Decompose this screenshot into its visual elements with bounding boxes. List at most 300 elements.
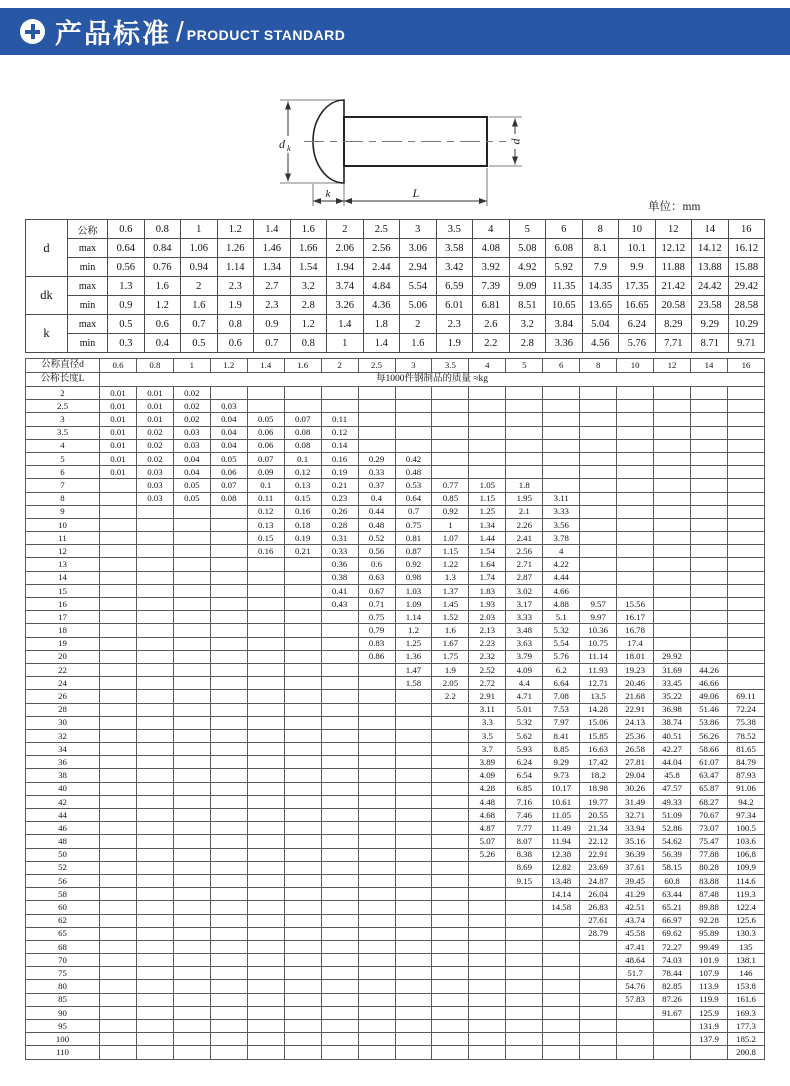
weight-value-cell — [173, 611, 210, 624]
weight-value-cell — [136, 1020, 173, 1033]
dimension-value-cell: 1.8 — [363, 315, 400, 334]
weight-value-cell — [543, 413, 580, 426]
weight-value-cell: 0.79 — [358, 624, 395, 637]
weight-value-cell — [136, 703, 173, 716]
weight-value-cell — [321, 1006, 358, 1019]
weight-value-cell: 0.03 — [210, 400, 247, 413]
weight-value-cell: 19.77 — [580, 795, 617, 808]
weight-value-cell — [210, 861, 247, 874]
weight-value-cell — [210, 993, 247, 1006]
weight-value-cell — [100, 716, 137, 729]
weight-value-cell — [136, 584, 173, 597]
weight-table-row — [26, 650, 765, 663]
weight-value-cell — [173, 624, 210, 637]
weight-value-cell — [247, 1046, 284, 1059]
weight-value-cell — [395, 426, 432, 439]
weight-value-cell: 0.92 — [395, 558, 432, 571]
weight-value-cell — [284, 980, 321, 993]
weight-value-cell — [284, 558, 321, 571]
weight-value-cell: 39.45 — [617, 874, 654, 887]
diameter-corner-header: 公称直径d — [26, 359, 100, 373]
diameter-column-header: 8 — [580, 359, 617, 373]
weight-value-cell: 0.33 — [321, 545, 358, 558]
weight-value-cell — [395, 980, 432, 993]
weight-value-cell — [210, 505, 247, 518]
weight-value-cell — [136, 835, 173, 848]
weight-value-cell — [506, 914, 543, 927]
length-row-header: 30 — [26, 716, 100, 729]
weight-table-row — [26, 756, 765, 769]
weight-value-cell — [506, 993, 543, 1006]
weight-value-cell: 69.11 — [727, 690, 764, 703]
weight-value-cell — [727, 584, 764, 597]
length-row-header: 11 — [26, 532, 100, 545]
weight-value-cell: 56.39 — [654, 848, 691, 861]
weight-value-cell — [580, 532, 617, 545]
weight-value-cell: 4.48 — [469, 795, 506, 808]
weight-value-cell: 1.6 — [432, 624, 469, 637]
length-row-header: 3.5 — [26, 426, 100, 439]
length-row-header: 80 — [26, 980, 100, 993]
weight-value-cell: 4.28 — [469, 782, 506, 795]
weight-value-cell: 0.04 — [210, 426, 247, 439]
weight-value-cell — [432, 809, 469, 822]
weight-value-cell — [210, 835, 247, 848]
dimension-value-cell: 13.65 — [582, 296, 619, 315]
weight-value-cell — [432, 400, 469, 413]
dimension-sub-label: min — [68, 258, 108, 277]
weight-value-cell: 87.93 — [727, 769, 764, 782]
weight-value-cell — [247, 743, 284, 756]
weight-value-cell: 0.4 — [358, 492, 395, 505]
weight-value-cell: 54.62 — [654, 835, 691, 848]
weight-value-cell — [654, 452, 691, 465]
weight-value-cell: 33.94 — [617, 822, 654, 835]
weight-table-row — [26, 980, 765, 993]
weight-value-cell: 1.64 — [469, 558, 506, 571]
weight-value-cell: 72.27 — [654, 940, 691, 953]
weight-table-row — [26, 874, 765, 887]
weight-value-cell — [247, 927, 284, 940]
weight-value-cell — [506, 466, 543, 479]
dimension-value-cell: 11.35 — [546, 277, 583, 296]
weight-value-cell — [395, 940, 432, 953]
weight-value-cell — [654, 584, 691, 597]
weight-value-cell — [321, 650, 358, 663]
dimension-value-cell: 7.39 — [473, 277, 510, 296]
weight-table-row — [26, 848, 765, 861]
weight-value-cell: 5.54 — [543, 637, 580, 650]
weight-value-cell — [173, 598, 210, 611]
weight-value-cell — [691, 598, 728, 611]
weight-value-cell: 2.1 — [506, 505, 543, 518]
weight-table-header-row — [26, 359, 765, 373]
weight-value-cell — [691, 466, 728, 479]
dimension-value-cell: 1.4 — [254, 220, 291, 239]
weight-table-row — [26, 769, 765, 782]
weight-value-cell: 51.46 — [691, 703, 728, 716]
weight-value-cell — [247, 703, 284, 716]
dimension-value-cell: 4.84 — [363, 277, 400, 296]
weight-value-cell: 0.23 — [321, 492, 358, 505]
weight-value-cell — [469, 413, 506, 426]
dimension-value-cell: 0.64 — [108, 239, 145, 258]
weight-value-cell — [247, 650, 284, 663]
weight-value-cell — [136, 967, 173, 980]
weight-value-cell — [580, 558, 617, 571]
weight-value-cell — [432, 782, 469, 795]
weight-value-cell: 0.44 — [358, 505, 395, 518]
weight-table-row — [26, 1046, 765, 1059]
dimension-value-cell: 9.29 — [692, 315, 729, 334]
weight-value-cell — [284, 743, 321, 756]
dimension-value-cell: 8.1 — [582, 239, 619, 258]
weight-value-cell — [691, 584, 728, 597]
weight-value-cell — [654, 387, 691, 400]
weight-value-cell: 1.75 — [432, 650, 469, 663]
weight-value-cell: 4.68 — [469, 809, 506, 822]
weight-value-cell — [136, 729, 173, 742]
weight-value-cell — [173, 756, 210, 769]
quality-span-header: 每1000件钢制品的质量 ≈kg — [100, 373, 765, 387]
weight-value-cell: 2.71 — [506, 558, 543, 571]
length-row-header: 50 — [26, 848, 100, 861]
dimension-value-cell: 3.92 — [473, 258, 510, 277]
weight-value-cell — [136, 598, 173, 611]
weight-value-cell — [136, 505, 173, 518]
weight-value-cell — [284, 690, 321, 703]
weight-value-cell — [358, 690, 395, 703]
weight-table-row — [26, 518, 765, 531]
dimension-value-cell: 5.08 — [509, 239, 546, 258]
weight-value-cell — [136, 927, 173, 940]
dimension-value-cell: 16.65 — [619, 296, 656, 315]
weight-value-cell — [506, 439, 543, 452]
weight-value-cell: 46.66 — [691, 677, 728, 690]
page-title-cn: 产品标准 — [55, 19, 171, 49]
weight-value-cell — [321, 387, 358, 400]
weight-value-cell — [691, 452, 728, 465]
weight-value-cell — [100, 558, 137, 571]
weight-value-cell — [247, 1033, 284, 1046]
weight-value-cell: 1.15 — [469, 492, 506, 505]
length-row-header: 28 — [26, 703, 100, 716]
weight-value-cell — [432, 452, 469, 465]
weight-table-row — [26, 466, 765, 479]
dimension-value-cell: 6.08 — [546, 239, 583, 258]
weight-value-cell — [321, 690, 358, 703]
length-corner-header: 公称长度L — [26, 373, 100, 387]
weight-value-cell — [432, 387, 469, 400]
weight-value-cell: 77.88 — [691, 848, 728, 861]
weight-value-cell — [321, 861, 358, 874]
weight-value-cell — [580, 1020, 617, 1033]
dimension-value-cell: 1.54 — [290, 258, 327, 277]
weight-value-cell — [173, 980, 210, 993]
weight-value-cell — [284, 703, 321, 716]
weight-table-row — [26, 743, 765, 756]
weight-value-cell — [727, 413, 764, 426]
weight-value-cell — [321, 809, 358, 822]
weight-value-cell: 4.44 — [543, 571, 580, 584]
weight-value-cell — [136, 571, 173, 584]
weight-table-row — [26, 716, 765, 729]
weight-value-cell — [727, 663, 764, 676]
dimension-value-cell: 29.42 — [728, 277, 765, 296]
weight-value-cell: 78.52 — [727, 729, 764, 742]
weight-value-cell — [136, 861, 173, 874]
length-row-header: 75 — [26, 967, 100, 980]
weight-value-cell: 0.01 — [100, 452, 137, 465]
weight-value-cell: 0.15 — [284, 492, 321, 505]
weight-value-cell — [210, 848, 247, 861]
weight-table-row — [26, 809, 765, 822]
weight-value-cell: 0.92 — [432, 505, 469, 518]
dimension-value-cell: 0.5 — [108, 315, 145, 334]
weight-value-cell: 1.8 — [506, 479, 543, 492]
diameter-column-header: 14 — [691, 359, 728, 373]
weight-value-cell — [247, 901, 284, 914]
weight-value-cell — [321, 743, 358, 756]
weight-value-cell — [691, 545, 728, 558]
weight-value-cell — [284, 835, 321, 848]
weight-value-cell — [210, 795, 247, 808]
weight-value-cell — [358, 954, 395, 967]
weight-value-cell — [136, 1033, 173, 1046]
dimension-table-row — [26, 277, 765, 296]
weight-value-cell — [136, 980, 173, 993]
weight-value-cell: 8.85 — [543, 743, 580, 756]
weight-value-cell — [469, 1020, 506, 1033]
weight-value-cell: 58.15 — [654, 861, 691, 874]
weight-value-cell — [136, 624, 173, 637]
weight-value-cell: 103.6 — [727, 835, 764, 848]
weight-value-cell — [321, 756, 358, 769]
weight-value-cell: 0.75 — [358, 611, 395, 624]
length-row-header: 3 — [26, 413, 100, 426]
weight-value-cell — [358, 1046, 395, 1059]
weight-value-cell: 8.38 — [506, 848, 543, 861]
weight-value-cell — [691, 413, 728, 426]
dimension-value-cell: 0.7 — [181, 315, 218, 334]
weight-value-cell: 22.91 — [617, 703, 654, 716]
weight-value-cell — [284, 611, 321, 624]
weight-value-cell — [284, 901, 321, 914]
weight-value-cell — [543, 1006, 580, 1019]
weight-value-cell — [247, 940, 284, 953]
weight-value-cell — [358, 1033, 395, 1046]
weight-value-cell: 119.3 — [727, 888, 764, 901]
weight-value-cell — [432, 439, 469, 452]
dimension-value-cell: 23.58 — [692, 296, 729, 315]
weight-value-cell — [543, 400, 580, 413]
weight-table-row — [26, 690, 765, 703]
weight-value-cell: 10.75 — [580, 637, 617, 650]
dimension-value-cell: 5.92 — [546, 258, 583, 277]
weight-value-cell — [321, 677, 358, 690]
weight-value-cell — [284, 822, 321, 835]
length-row-header: 22 — [26, 663, 100, 676]
weight-value-cell — [173, 888, 210, 901]
weight-value-cell — [727, 505, 764, 518]
weight-value-cell — [580, 1033, 617, 1046]
weight-value-cell — [100, 743, 137, 756]
weight-value-cell — [395, 809, 432, 822]
length-row-header: 70 — [26, 954, 100, 967]
weight-value-cell — [580, 1046, 617, 1059]
weight-value-cell — [543, 914, 580, 927]
weight-value-cell: 2.91 — [469, 690, 506, 703]
weight-value-cell: 0.02 — [136, 439, 173, 452]
weight-table-row — [26, 782, 765, 795]
dimension-value-cell: 7.71 — [655, 334, 692, 353]
weight-value-cell — [210, 1020, 247, 1033]
weight-value-cell — [691, 426, 728, 439]
dimension-value-cell: 1.6 — [144, 277, 181, 296]
weight-value-cell — [173, 1020, 210, 1033]
weight-value-cell — [543, 927, 580, 940]
weight-value-cell — [469, 914, 506, 927]
weight-value-cell: 38.74 — [654, 716, 691, 729]
weight-value-cell — [136, 611, 173, 624]
weight-value-cell — [691, 532, 728, 545]
dimension-value-cell: 2.7 — [254, 277, 291, 296]
weight-value-cell — [432, 822, 469, 835]
weight-value-cell: 2.05 — [432, 677, 469, 690]
weight-value-cell: 91.67 — [654, 1006, 691, 1019]
dimension-value-cell: 3.2 — [509, 315, 546, 334]
weight-value-cell — [358, 980, 395, 993]
weight-value-cell — [284, 874, 321, 887]
weight-value-cell: 16.63 — [580, 743, 617, 756]
dimension-value-cell: 1.34 — [254, 258, 291, 277]
weight-value-cell — [395, 769, 432, 782]
weight-value-cell: 131.9 — [691, 1020, 728, 1033]
weight-value-cell: 92.28 — [691, 914, 728, 927]
weight-table-row — [26, 387, 765, 400]
weight-value-cell: 1.03 — [395, 584, 432, 597]
weight-value-cell: 36.98 — [654, 703, 691, 716]
weight-value-cell — [617, 426, 654, 439]
dimension-value-cell: 0.56 — [108, 258, 145, 277]
weight-value-cell: 3.11 — [543, 492, 580, 505]
weight-value-cell: 65.87 — [691, 782, 728, 795]
weight-value-cell: 68.27 — [691, 795, 728, 808]
weight-value-cell — [321, 967, 358, 980]
dimension-sub-label: 公称 — [68, 220, 108, 239]
weight-value-cell — [543, 993, 580, 1006]
weight-value-cell — [136, 954, 173, 967]
weight-value-cell — [136, 677, 173, 690]
dimension-value-cell: 8 — [582, 220, 619, 239]
weight-value-cell — [100, 901, 137, 914]
weight-value-cell — [100, 663, 137, 676]
weight-value-cell — [506, 927, 543, 940]
dimension-value-cell: 4.36 — [363, 296, 400, 315]
weight-value-cell: 5.26 — [469, 848, 506, 861]
weight-value-cell: 15.06 — [580, 716, 617, 729]
weight-value-cell — [284, 914, 321, 927]
weight-value-cell — [580, 967, 617, 980]
weight-value-cell — [136, 532, 173, 545]
weight-value-cell — [543, 479, 580, 492]
weight-table-row — [26, 492, 765, 505]
length-row-header: 38 — [26, 769, 100, 782]
dk-dimension-label: d — [279, 137, 285, 151]
weight-value-cell — [210, 927, 247, 940]
weight-value-cell — [173, 769, 210, 782]
weight-value-cell: 24.87 — [580, 874, 617, 887]
weight-value-cell — [395, 927, 432, 940]
weight-value-cell — [506, 413, 543, 426]
weight-value-cell — [247, 400, 284, 413]
length-row-header: 20 — [26, 650, 100, 663]
weight-value-cell: 37.61 — [617, 861, 654, 874]
length-row-header: 14 — [26, 571, 100, 584]
weight-value-cell — [580, 940, 617, 953]
weight-value-cell — [100, 598, 137, 611]
weight-value-cell — [136, 848, 173, 861]
header-banner — [0, 8, 790, 55]
weight-value-cell — [654, 492, 691, 505]
dimension-value-cell: 24.42 — [692, 277, 729, 296]
weight-value-cell — [247, 848, 284, 861]
weight-value-cell — [432, 901, 469, 914]
weight-value-cell — [358, 874, 395, 887]
weight-value-cell — [321, 848, 358, 861]
weight-value-cell — [580, 466, 617, 479]
weight-value-cell: 0.12 — [284, 466, 321, 479]
weight-value-cell — [173, 782, 210, 795]
dimension-value-cell: 3.58 — [436, 239, 473, 258]
weight-value-cell: 5.76 — [543, 650, 580, 663]
weight-value-cell — [321, 703, 358, 716]
weight-value-cell — [284, 927, 321, 940]
weight-value-cell — [247, 809, 284, 822]
weight-value-cell: 40.51 — [654, 729, 691, 742]
dimension-value-cell: 3.84 — [546, 315, 583, 334]
weight-value-cell: 3.7 — [469, 743, 506, 756]
weight-value-cell — [691, 624, 728, 637]
weight-value-cell — [100, 518, 137, 531]
weight-value-cell — [100, 769, 137, 782]
dimension-value-cell: 16 — [728, 220, 765, 239]
weight-value-cell — [321, 1046, 358, 1059]
diameter-column-header: 3.5 — [432, 359, 469, 373]
weight-value-cell: 0.04 — [173, 452, 210, 465]
weight-value-cell: 5.1 — [543, 611, 580, 624]
weight-value-cell: 99.49 — [691, 940, 728, 953]
weight-value-cell: 14.28 — [580, 703, 617, 716]
weight-value-cell: 4.09 — [506, 663, 543, 676]
weight-value-cell — [210, 716, 247, 729]
weight-value-cell: 75.38 — [727, 716, 764, 729]
dimension-table-row — [26, 315, 765, 334]
weight-value-cell — [432, 848, 469, 861]
weight-value-cell — [580, 452, 617, 465]
weight-value-cell: 31.49 — [617, 795, 654, 808]
weight-table-row — [26, 413, 765, 426]
weight-value-cell — [654, 1033, 691, 1046]
weight-value-cell: 36.39 — [617, 848, 654, 861]
weight-value-cell — [284, 1006, 321, 1019]
weight-value-cell — [654, 518, 691, 531]
weight-value-cell: 5.07 — [469, 835, 506, 848]
weight-value-cell — [210, 1033, 247, 1046]
weight-value-cell — [100, 756, 137, 769]
weight-value-cell: 0.01 — [136, 413, 173, 426]
dimension-value-cell: 6.81 — [473, 296, 510, 315]
